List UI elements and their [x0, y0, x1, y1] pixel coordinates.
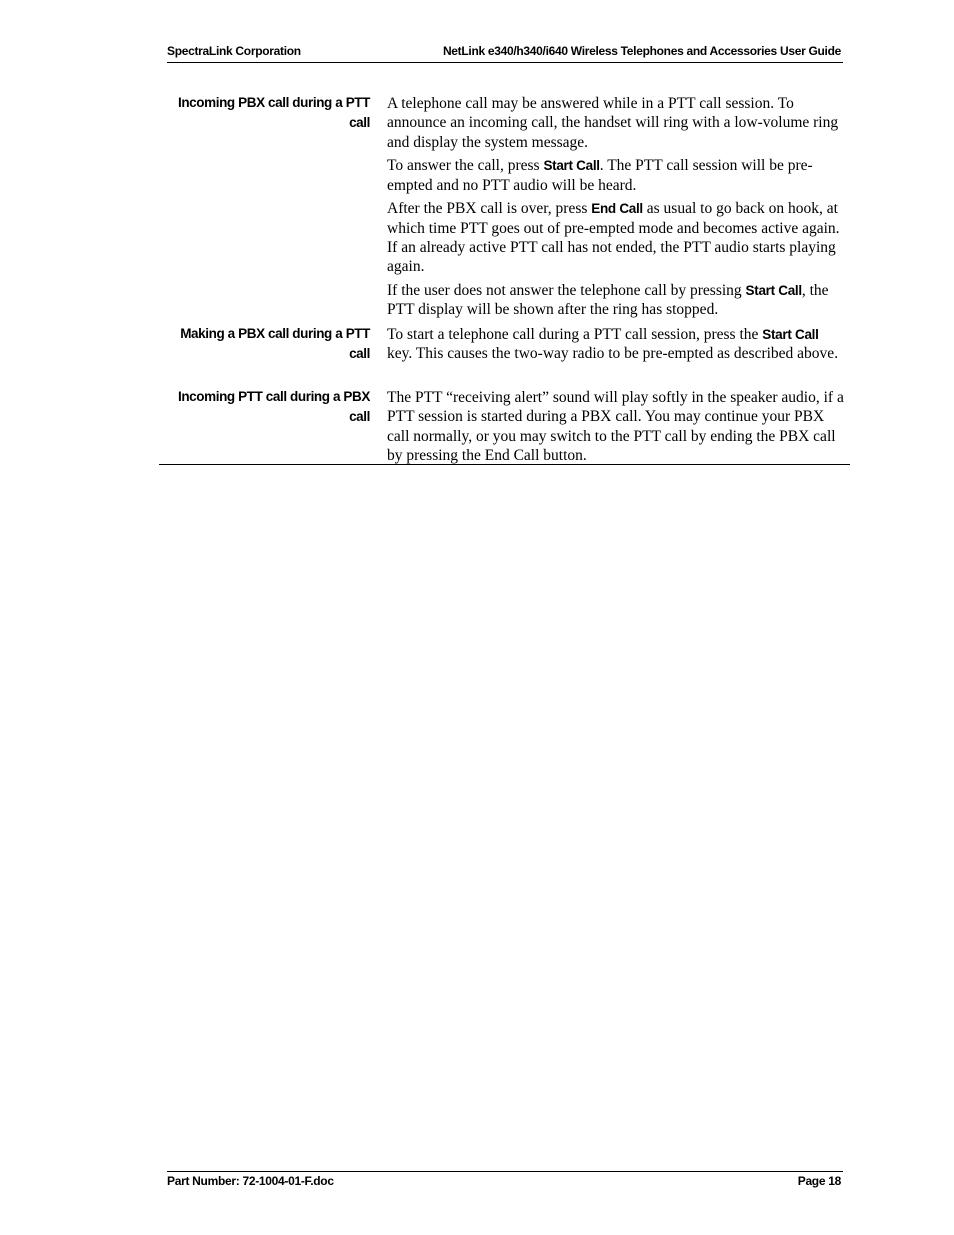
paragraph: To start a telephone call during a PTT call session, press the Start Call key. This causes the two-way radio to be pre-empted as described above.: [387, 326, 839, 363]
footer-page-number: Page 18: [797, 1174, 841, 1188]
end-call-key: End Call: [591, 201, 643, 217]
paragraph: After the PBX call is over, press End Call as usual to go back on hook, at which time PTT goes out of pre-empted mode and becomes active again. If an already active PTT call has not ended, the PTT audio starts playing again.: [387, 200, 840, 276]
section-label: Incoming PTT call during a PBX call: [177, 389, 370, 424]
start-call-key: Start Call: [762, 327, 819, 342]
section-label: Incoming PBX call during a PTT call: [177, 95, 370, 130]
section-body: [387, 325, 845, 368]
section-body: [387, 94, 845, 324]
paragraph: The PTT “receiving alert” sound will play softly in the speaker audio, if a PTT session is started during a PBX call. You may continue your PBX call normally, or you may switch to the PTT call by ending the PBX call by pressing the End Call button.: [387, 389, 844, 464]
page-footer: [167, 1171, 843, 1192]
section-body: [387, 388, 845, 470]
page-header: [167, 44, 843, 63]
footer-part-number: Part Number: 72-1004-01-F.doc: [167, 1174, 334, 1188]
paragraph: To answer the call, press Start Call. The PTT call session will be pre-empted and no PTT audio will be heard.: [387, 157, 813, 194]
start-call-key: Start Call: [745, 283, 802, 299]
section-label: Making a PBX call during a PTT call: [180, 326, 370, 361]
header-title: NetLink e340/h340/i640 Wireless Telephones and Accessories User Guide: [442, 44, 841, 58]
paragraph: If the user does not answer the telephone call by pressing Start Call, the PTT display will be shown after the ring has stopped.: [387, 282, 829, 319]
header-company: SpectraLink Corporation: [167, 44, 301, 58]
table-bottom-rule: [159, 464, 850, 465]
start-call-key: Start Call: [543, 158, 600, 174]
paragraph: A telephone call may be answered while in a PTT call session. To announce an incoming call, the handset will ring with a low-volume ring and display the system message.: [387, 95, 839, 151]
